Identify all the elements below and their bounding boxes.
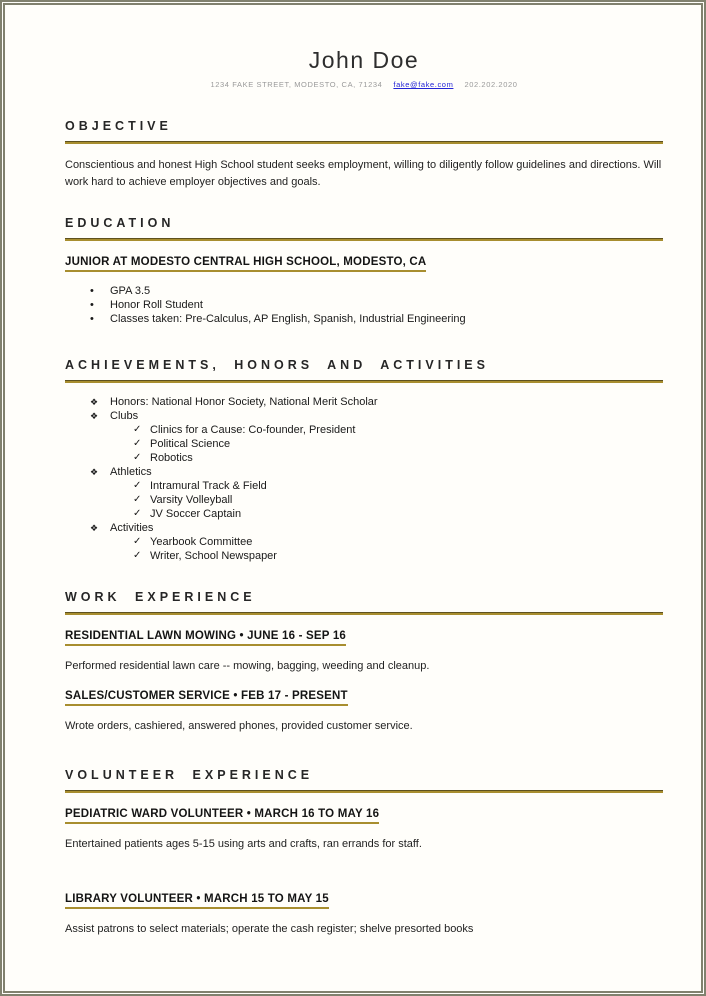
section-heading: ACHIEVEMENTS, HONORS AND ACTIVITIES <box>65 358 489 372</box>
dot-bullet-icon: • <box>90 313 94 325</box>
section-education <box>65 216 663 326</box>
list-item-label: Yearbook Committee <box>150 536 253 548</box>
list-item-label: Political Science <box>150 438 231 450</box>
job-title: LIBRARY VOLUNTEER • MARCH 15 TO MAY 15 <box>65 893 329 909</box>
job-description: Entertained patients ages 5-15 using arts and crafts, ran errands for staff. <box>65 838 422 850</box>
check-bullet-icon: ✓ <box>133 550 142 561</box>
list-item-label: Honors: National Honor Society, National Merit Scholar <box>110 396 378 408</box>
resume-content <box>5 5 701 938</box>
check-bullet-icon: ✓ <box>133 494 142 505</box>
job-title: RESIDENTIAL LAWN MOWING • JUNE 16 - SEP 16 <box>65 630 346 646</box>
list-item <box>65 549 663 563</box>
diamond-bullet-icon: ❖ <box>90 397 99 407</box>
section-heading: WORK EXPERIENCE <box>65 590 256 604</box>
contact-line <box>65 80 663 90</box>
check-bullet-icon: ✓ <box>133 452 142 463</box>
list-item <box>65 284 663 298</box>
section-heading: VOLUNTEER EXPERIENCE <box>65 768 314 782</box>
job-title-row <box>65 808 663 824</box>
job-title-row <box>65 690 663 706</box>
education-list <box>65 284 663 326</box>
list-item <box>65 479 663 493</box>
job-description: Performed residential lawn care -- mowing, bagging, weeding and cleanup. <box>65 660 430 672</box>
list-item-label: Intramural Track & Field <box>150 480 267 492</box>
list-item-label: Classes taken: Pre-Calculus, AP English, Spanish, Industrial Engineering <box>110 313 466 325</box>
contact-phone: 202.202.2020 <box>464 80 518 89</box>
list-item <box>65 535 663 549</box>
dot-bullet-icon: • <box>90 285 94 297</box>
section-divider <box>65 612 663 615</box>
list-item-label: JV Soccer Captain <box>150 508 242 520</box>
list-item <box>65 507 663 521</box>
job-title: PEDIATRIC WARD VOLUNTEER • MARCH 16 TO MAY 16 <box>65 808 379 824</box>
diamond-bullet-icon: ❖ <box>90 523 99 533</box>
list-item-label: Clubs <box>110 410 139 422</box>
dot-bullet-icon: • <box>90 299 94 311</box>
list-item-label: Writer, School Newspaper <box>150 550 277 562</box>
list-item <box>65 298 663 312</box>
list-item-label: Robotics <box>150 452 193 464</box>
list-item-label: Athletics <box>110 466 152 478</box>
list-item-label: Activities <box>110 522 154 534</box>
section-divider <box>65 790 663 793</box>
list-item-label: Clinics for a Cause: Co-founder, President <box>150 424 356 436</box>
volunteer-entry <box>65 808 663 853</box>
check-bullet-icon: ✓ <box>133 438 142 449</box>
job-title-row <box>65 893 663 909</box>
list-item <box>65 395 663 409</box>
school-title: JUNIOR AT MODESTO CENTRAL HIGH SCHOOL, MODESTO, CA <box>65 256 426 272</box>
diamond-bullet-icon: ❖ <box>90 467 99 477</box>
list-item <box>65 493 663 507</box>
list-item <box>65 423 663 437</box>
check-bullet-icon: ✓ <box>133 424 142 435</box>
list-item-label: Honor Roll Student <box>110 299 203 311</box>
check-bullet-icon: ✓ <box>133 536 142 547</box>
contact-address: 1234 FAKE STREET, MODESTO, CA, 71234 <box>210 80 383 89</box>
section-heading: OBJECTIVE <box>65 119 172 133</box>
job-description: Assist patrons to select materials; operate the cash register; shelve presorted books <box>65 923 474 935</box>
section-divider <box>65 141 663 144</box>
school-title-row <box>65 256 663 272</box>
section-achievements <box>65 358 663 563</box>
section-objective <box>65 119 663 191</box>
work-entry <box>65 630 663 675</box>
list-item <box>65 437 663 451</box>
list-item <box>65 312 663 326</box>
list-item <box>65 465 663 479</box>
volunteer-entry <box>65 893 663 938</box>
list-item-label: GPA 3.5 <box>110 285 151 297</box>
email-link[interactable]: fake@fake.com <box>393 80 454 89</box>
section-volunteer-experience <box>65 768 663 938</box>
work-entry <box>65 690 663 735</box>
resume-header <box>65 45 663 90</box>
list-item <box>65 521 663 535</box>
section-divider <box>65 380 663 383</box>
job-title-row <box>65 630 663 646</box>
person-name: John Doe <box>308 47 420 73</box>
check-bullet-icon: ✓ <box>133 480 142 491</box>
job-description: Wrote orders, cashiered, answered phones, provided customer service. <box>65 720 413 732</box>
list-item <box>65 409 663 423</box>
job-title: SALES/CUSTOMER SERVICE • FEB 17 - PRESENT <box>65 690 348 706</box>
check-bullet-icon: ✓ <box>133 508 142 519</box>
achievements-list <box>65 395 663 563</box>
objective-text: Conscientious and honest High School student seeks employment, willing to diligently follow guidelines and directions. Will work hard to achieve employer objectives and goals. <box>65 159 662 188</box>
section-work-experience <box>65 590 663 735</box>
list-item <box>65 451 663 465</box>
diamond-bullet-icon: ❖ <box>90 411 99 421</box>
list-item-label: Varsity Volleyball <box>150 494 233 506</box>
section-heading: EDUCATION <box>65 216 175 230</box>
section-divider <box>65 238 663 241</box>
